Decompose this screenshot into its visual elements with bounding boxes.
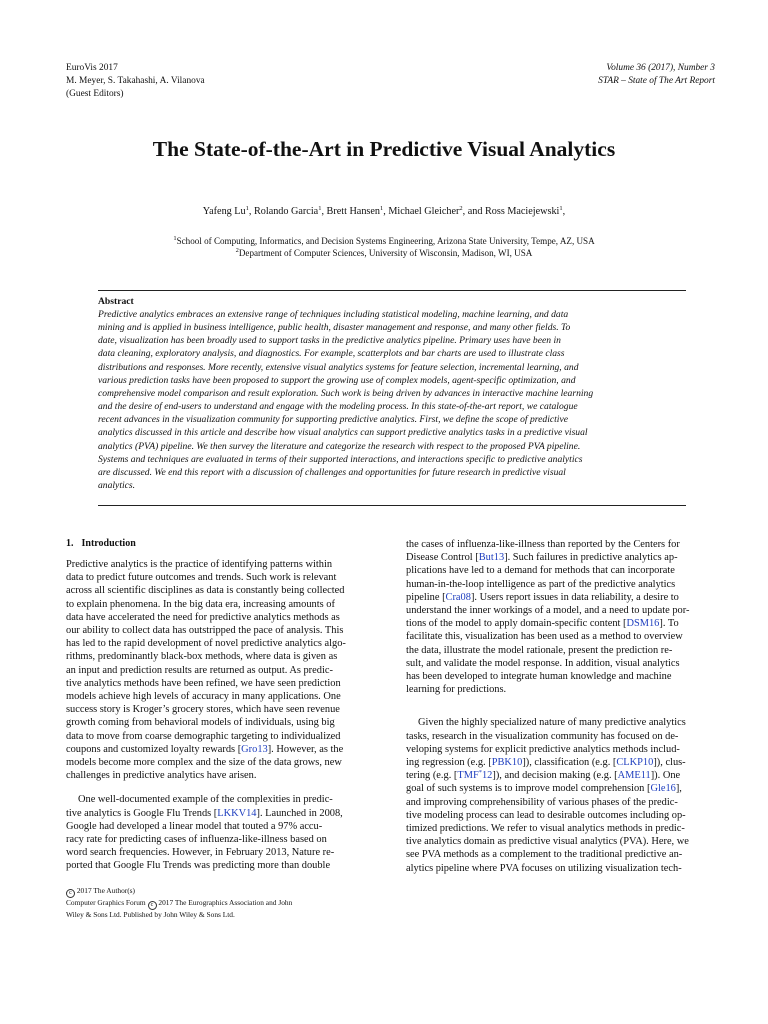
text-span: ]. However, as the [267,743,344,755]
text-line [406,769,716,782]
text-line: word search frequencies. However, in February 2013, Nature re- [66,847,335,859]
citation-link[interactable]: PBK10 [491,757,523,769]
text-line: models become more complex and the size of the data grows, new [66,757,342,769]
text-line: to explain phenomena. In the big data era, increasing amounts of [66,598,335,610]
text-span: ]. Such failures in predictive analytics ap- [504,552,678,564]
text-line [406,756,716,769]
text-span: ]. To [659,618,679,630]
text-span: tions of the model to apply domain-specific content [ [406,618,627,630]
text-line: see PVA methods as a complement to the traditional predictive an- [406,849,683,861]
text-span: ]), clus- [653,757,686,769]
text-span: Disease Control [ [406,552,479,564]
text-line: success story is Kroger’s grocery stores, which have seen revenue [66,704,340,716]
text-span: ]), and decision making (e.g. [ [492,770,618,782]
author-name: Ross Maciejewski [484,206,560,217]
author-name: Brett Hansen [326,206,381,217]
text-line: models achieve high levels of accuracy in many applications. One [66,691,341,703]
text-line: data to move from coarse demographic targeting to individualized [66,730,341,742]
paragraph-2 [66,793,376,872]
copyright-footer [66,886,292,920]
text-line: our ability to collect data has outstripped the pace of analysis. This [66,625,344,637]
text-line: data to predict future outcomes and trends. Such work is relevant [66,572,337,584]
author-affil-mark: 2 [459,205,463,212]
text-line: and improving comprehensibility of various phases of the predic- [406,796,678,808]
affil-mark: 2 [235,247,239,254]
text-span: tering (e.g. [ [406,770,458,782]
abstract-body [98,308,686,492]
abstract-line: mining and is applied in business intelligence, public health, disaster management and response, and many other fields. To [98,322,571,334]
paragraph-4 [406,716,716,874]
author-list: Yafeng Lu$^1$, Rolando Garcia$^1$, Brett Hansen$^1$, Michael Gleicher$^2$, and Ross Maciejewski$^1$, [202,205,566,217]
affiliation-1 [0,236,768,246]
section-number: 1. [66,538,74,549]
text-line: understand the inner workings of a model, and a need to update por- [406,605,690,617]
author-affil-mark: 1 [245,205,249,212]
citation-link[interactable]: CLKP10 [616,757,654,769]
footer-text: Computer Graphics Forum [66,898,146,907]
abstract-bottom-rule [98,505,686,506]
text-line: Google had developed a linear model that touted a 97% accu- [66,820,323,832]
text-line: the cases of influenza-like-illness than reported by the Centers for [406,539,680,550]
text-line [406,782,716,795]
abstract-line: analytics. [98,480,136,492]
guest-editors-names: M. Meyer, S. Takahashi, A. Vilanova [66,75,205,86]
report-type: STAR – State of The Art Report [598,75,715,86]
citation-link[interactable]: Gro13 [241,743,268,755]
journal-header-left [66,62,205,100]
text-line: tive modeling process can lead to desirable outcomes including op- [406,809,686,821]
text-line: plications have led to a demand for methods that can incorporate [406,565,675,577]
text-line [66,807,376,820]
right-column [406,538,716,875]
author-name: Michael Gleicher [388,206,460,217]
copyright-icon: c [148,901,157,910]
text-line: human-in-the-loop intelligence as part of the predictive analytics [406,578,676,590]
paragraph-1 [66,558,376,782]
citation-link[interactable]: LKKV14 [217,807,257,819]
footer-text: 2017 The Author(s) [76,886,136,895]
footer-text: 2017 The Eurographics Association and John [158,898,293,907]
text-line: has been developed to integrate human knowledge and machine [406,671,672,683]
copyright-icon: c [66,889,75,898]
text-span: goal of such systems is to improve model comprehension [ [406,783,651,795]
paper-title: The State-of-the-Art in Predictive Visual Analytics [152,137,616,161]
abstract-line: analytics discussed in this article and describe how visual analytics can support predictive analytics tasks in a predictive visual [98,427,588,439]
abstract-line: distributions and responses. More recently, extensive visual analytics systems for feature selection, incremental learning, and [98,361,579,373]
abstract-top-rule [98,290,686,291]
conference-name: EuroVis 2017 [66,63,118,73]
text-line: One well-documented example of the complexities in predic- [78,794,333,806]
citation-link[interactable]: AME11 [617,770,651,782]
abstract-line: various prediction tasks have been proposed to support the growing use of complex models, agent-specific optimization, and [98,374,576,386]
text-line: tive analytics domain as predictive visual analytics (PVA). Here, we [406,836,689,848]
text-line [406,591,716,604]
text-span: ]), classification (e.g. [ [522,757,617,769]
text-line: across all scientific disciplines as data is constantly being collected [66,585,345,597]
citation-link[interactable] [457,770,492,781]
section-heading [66,538,136,549]
footer-line [66,898,292,910]
abstract-line: comprehensive model comparison and result exploration. Such work is being driven by advances in interactive machine learning [98,387,594,399]
abstract-line: analytics (PVA) pipeline. We then survey the literature and categorize the research with respect to the proposed PVA pipeline. [98,440,581,452]
text-line: ported that Google Flu Trends was predicting more than double [66,860,331,872]
text-line [406,617,716,630]
text-span: ]. Launched in 2008, [256,807,343,819]
abstract-heading: Abstract [98,296,134,307]
affiliation-text: School of Computing, Informatics, and Decision Systems Engineering, Arizona State University, Tempe, AZ, USA [176,236,595,246]
citation-link[interactable]: Cra08 [445,591,471,603]
volume-info: Volume 36 (2017), Number 3 [606,63,715,73]
paragraph-3 [406,538,716,696]
text-span: ing regression (e.g. [ [406,757,492,769]
author-affil-mark: 1 [318,205,322,212]
footer-line [66,886,292,898]
text-line: data have accelerated the need for predictive analytics methods as [66,611,340,623]
abstract-line: are discussed. We end this report with a discussion of challenges and opportunities for future research in predictive visual [98,466,566,478]
text-line: tasks, research in the visualization community has focused on de- [406,730,679,742]
text-line: alytics pipeline where PVA focuses on utilizing visualization tech- [406,862,682,874]
journal-header-right [598,62,715,88]
text-line: Given the highly specialized nature of many predictive analytics [418,717,686,729]
text-line: rithms, predominantly black-box methods, where data is given as [66,651,338,663]
text-line: learning for predictions. [406,684,507,696]
affiliation-text: Department of Computer Sciences, University of Wisconsin, Madison, WI, USA [238,248,533,258]
abstract-line: and the desire of end-users to understand and engage with the modeling process. In this state-of-the-art report, we catalogue [98,401,578,413]
author-affil-mark: 1 [380,205,384,212]
abstract-line: Systems and techniques are evaluated in terms of their supported interactions, and interactions specific to predictive analytics [98,453,583,465]
text-span: coupons and customized loyalty rewards [ [66,743,242,755]
text-span: ]). One [650,770,681,782]
abstract-line: data cleaning, exploratory analysis, and diagnostics. For example, scatterplots and bar charts are used to illustrate class [98,348,565,360]
left-column [66,558,376,873]
text-line: growth coming from behavioral models of individuals, using big [66,717,335,729]
abstract-line: Predictive analytics embraces an extensive range of techniques including statistical modeling, machine learning, and data [98,309,569,320]
affil-mark: 1 [173,235,177,242]
text-line: challenges in predictive analytics have arisen. [66,770,257,782]
citation-link[interactable]: Gle16 [650,783,676,795]
text-span: tive analytics is Google Flu Trends [ [66,807,218,819]
text-line: tive analytics methods have been refined, we have seen prediction [66,677,341,689]
text-line: racy rate for predicting cases of influenza-like-illness based on [66,834,327,846]
text-line [66,743,376,756]
citation-text: 12 [481,770,493,782]
abstract-line: date, visualization has been broadly used to support tasks in the predictive analytics pipeline. Primary uses have been in [98,335,561,347]
text-line: an input and prediction results are returned as output. As predic- [66,664,333,676]
text-line: facilitate this, visualization has been used as a method to overview [406,631,683,643]
author-affil-mark: 1 [559,205,563,212]
text-span: ], [675,783,682,795]
citation-link[interactable]: But13 [478,552,505,564]
text-span: pipeline [ [406,591,446,603]
author-name: Rolando Garcia [253,206,319,217]
author-name: Yafeng Lu [202,206,246,217]
citation-link[interactable]: DSM16 [626,618,660,630]
section-title: Introduction [81,538,136,549]
text-line: sult, and validate the model response. In addition, visual analytics [406,657,680,669]
text-line: has led to the rapid development of novel predictive analytics algo- [66,638,346,650]
citation-sup: * [478,769,482,777]
text-line: veloping systems for explicit predictive analytics methods includ- [406,743,680,755]
guest-editors-label: (Guest Editors) [66,88,124,99]
citation-text: TMF [457,770,479,782]
text-line: the data, illustrate the model rationale, present the prediction re- [406,644,673,656]
footer-line: Wiley & Sons Ltd. Published by John Wiley & Sons Ltd. [66,910,235,919]
text-line: Predictive analytics is the practice of identifying patterns within [66,559,333,570]
affiliation-2 [0,248,768,258]
text-line [406,551,716,564]
abstract-line: recent advances in the visualization community for supporting predictive analytics. First, we define the scope of predictive [98,414,568,426]
text-span: ]. Users report issues in data reliability, a desire to [470,591,679,603]
text-line: timized predictions. We refer to visual analytics methods in predic- [406,823,685,835]
